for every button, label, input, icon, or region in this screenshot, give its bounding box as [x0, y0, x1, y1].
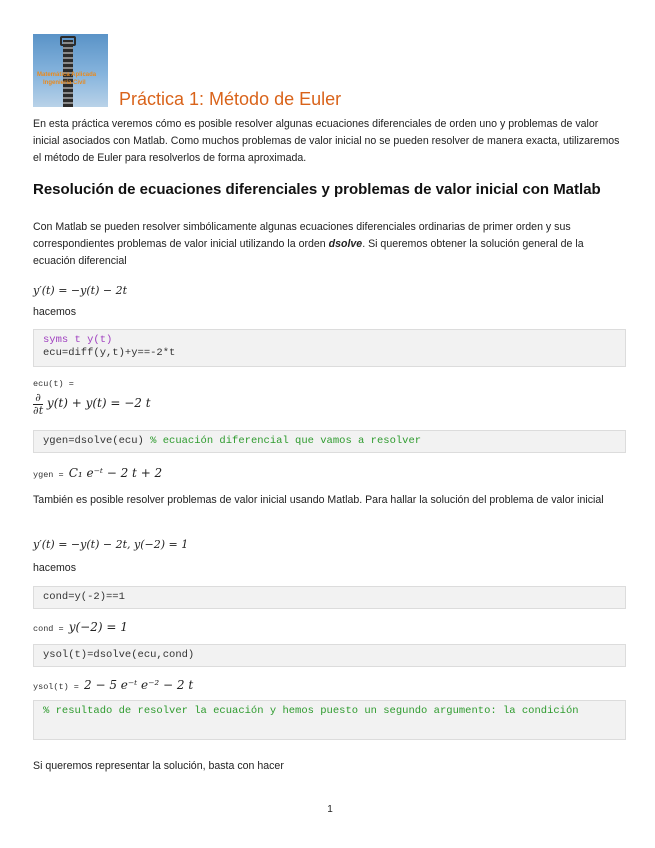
equation-1: y′(t) = −y(t) − 2t — [33, 284, 127, 297]
hacemos-label-2: hacemos — [33, 562, 76, 574]
output-cond-label: cond = — [33, 624, 69, 634]
code-block-comment[interactable] — [33, 700, 626, 740]
dsolve-para-text-b: . Si queremos obtener la solución general de la ecuación diferencial — [33, 238, 584, 267]
page-number: 1 — [327, 804, 333, 815]
syms-keyword: syms — [43, 334, 69, 346]
code-block-ygen[interactable] — [33, 430, 626, 453]
output-ysol-math: 2 − 5 e⁻ᵗ e⁻² − 2 t — [84, 678, 194, 692]
ecu-rest: y(t) + y(t) = −2 t — [43, 395, 151, 410]
syms-vars: t y(t) — [68, 334, 113, 346]
code-cond: cond=y(-2)==1 — [43, 591, 125, 603]
code-block-syms[interactable] — [33, 329, 626, 367]
code-ygen: ygen=dsolve(ecu) — [43, 435, 151, 447]
hacemos-label-1: hacemos — [33, 306, 76, 318]
output-ygen-label: ygen = — [33, 470, 69, 480]
output-ygen — [33, 466, 162, 480]
code-block-ysol[interactable] — [33, 644, 626, 667]
intro-paragraph: En esta práctica veremos cómo es posible resolver algunas ecuaciones diferenciales de orden uno y problemas de valor inicial asociados con Matlab. Como muchos problemas de valor inicial no se pueden resolver de manera exacta, utilizaremos el método de Euler para resolverlos de forma aproximada. — [33, 118, 620, 164]
course-logo-image — [33, 34, 108, 107]
logo-caption-1: Matemática Aplicada — [37, 72, 97, 78]
code-block-cond[interactable] — [33, 586, 626, 609]
output-cond-math: y(−2) = 1 — [68, 620, 128, 634]
output-ysol — [33, 678, 193, 692]
dsolve-para-text-a: Con Matlab se pueden resolver simbólicamente algunas ecuaciones diferenciales ordinarias de primer orden y sus correspondientes problemas de valor inicial utilizando la orden — [33, 221, 571, 250]
partial-derivative-fraction — [33, 392, 43, 417]
fraction-denominator: ∂t — [33, 404, 44, 417]
logo-caption-2: Ingeniería Civil — [43, 80, 86, 86]
ivp-paragraph: También es posible resolver problemas de valor inicial usando Matlab. Para hallar la solución del problema de valor inicial — [33, 494, 604, 506]
code-result-comment: % resultado de resolver la ecuación y hemos puesto un segundo argumento: la condición — [43, 705, 579, 717]
code-ysol: ysol(t)=dsolve(ecu,cond) — [43, 649, 195, 661]
code-ygen-comment: % ecuación diferencial que vamos a resolver — [150, 435, 422, 447]
output-ecu-expression — [33, 392, 151, 417]
output-ysol-label: ysol(t) = — [33, 682, 85, 692]
code-line-ecu: ecu=diff(y,t)+y==-2*t — [43, 347, 176, 359]
plot-paragraph: Si queremos representar la solución, basta con hacer — [33, 760, 284, 772]
output-ygen-math: C₁ e⁻ᵗ − 2 t + 2 — [68, 466, 163, 480]
dsolve-command: dsolve — [328, 238, 363, 250]
section-heading: Resolución de ecuaciones diferenciales y problemas de valor inicial con Matlab — [33, 181, 601, 198]
fraction-numerator: ∂ — [33, 392, 43, 405]
equation-2: y′(t) = −y(t) − 2t, y(−2) = 1 — [33, 538, 189, 551]
page-title: Práctica 1: Método de Euler — [119, 89, 342, 109]
dsolve-paragraph — [33, 219, 627, 270]
output-cond — [33, 620, 128, 634]
output-ecu-label: ecu(t) = — [33, 379, 74, 389]
